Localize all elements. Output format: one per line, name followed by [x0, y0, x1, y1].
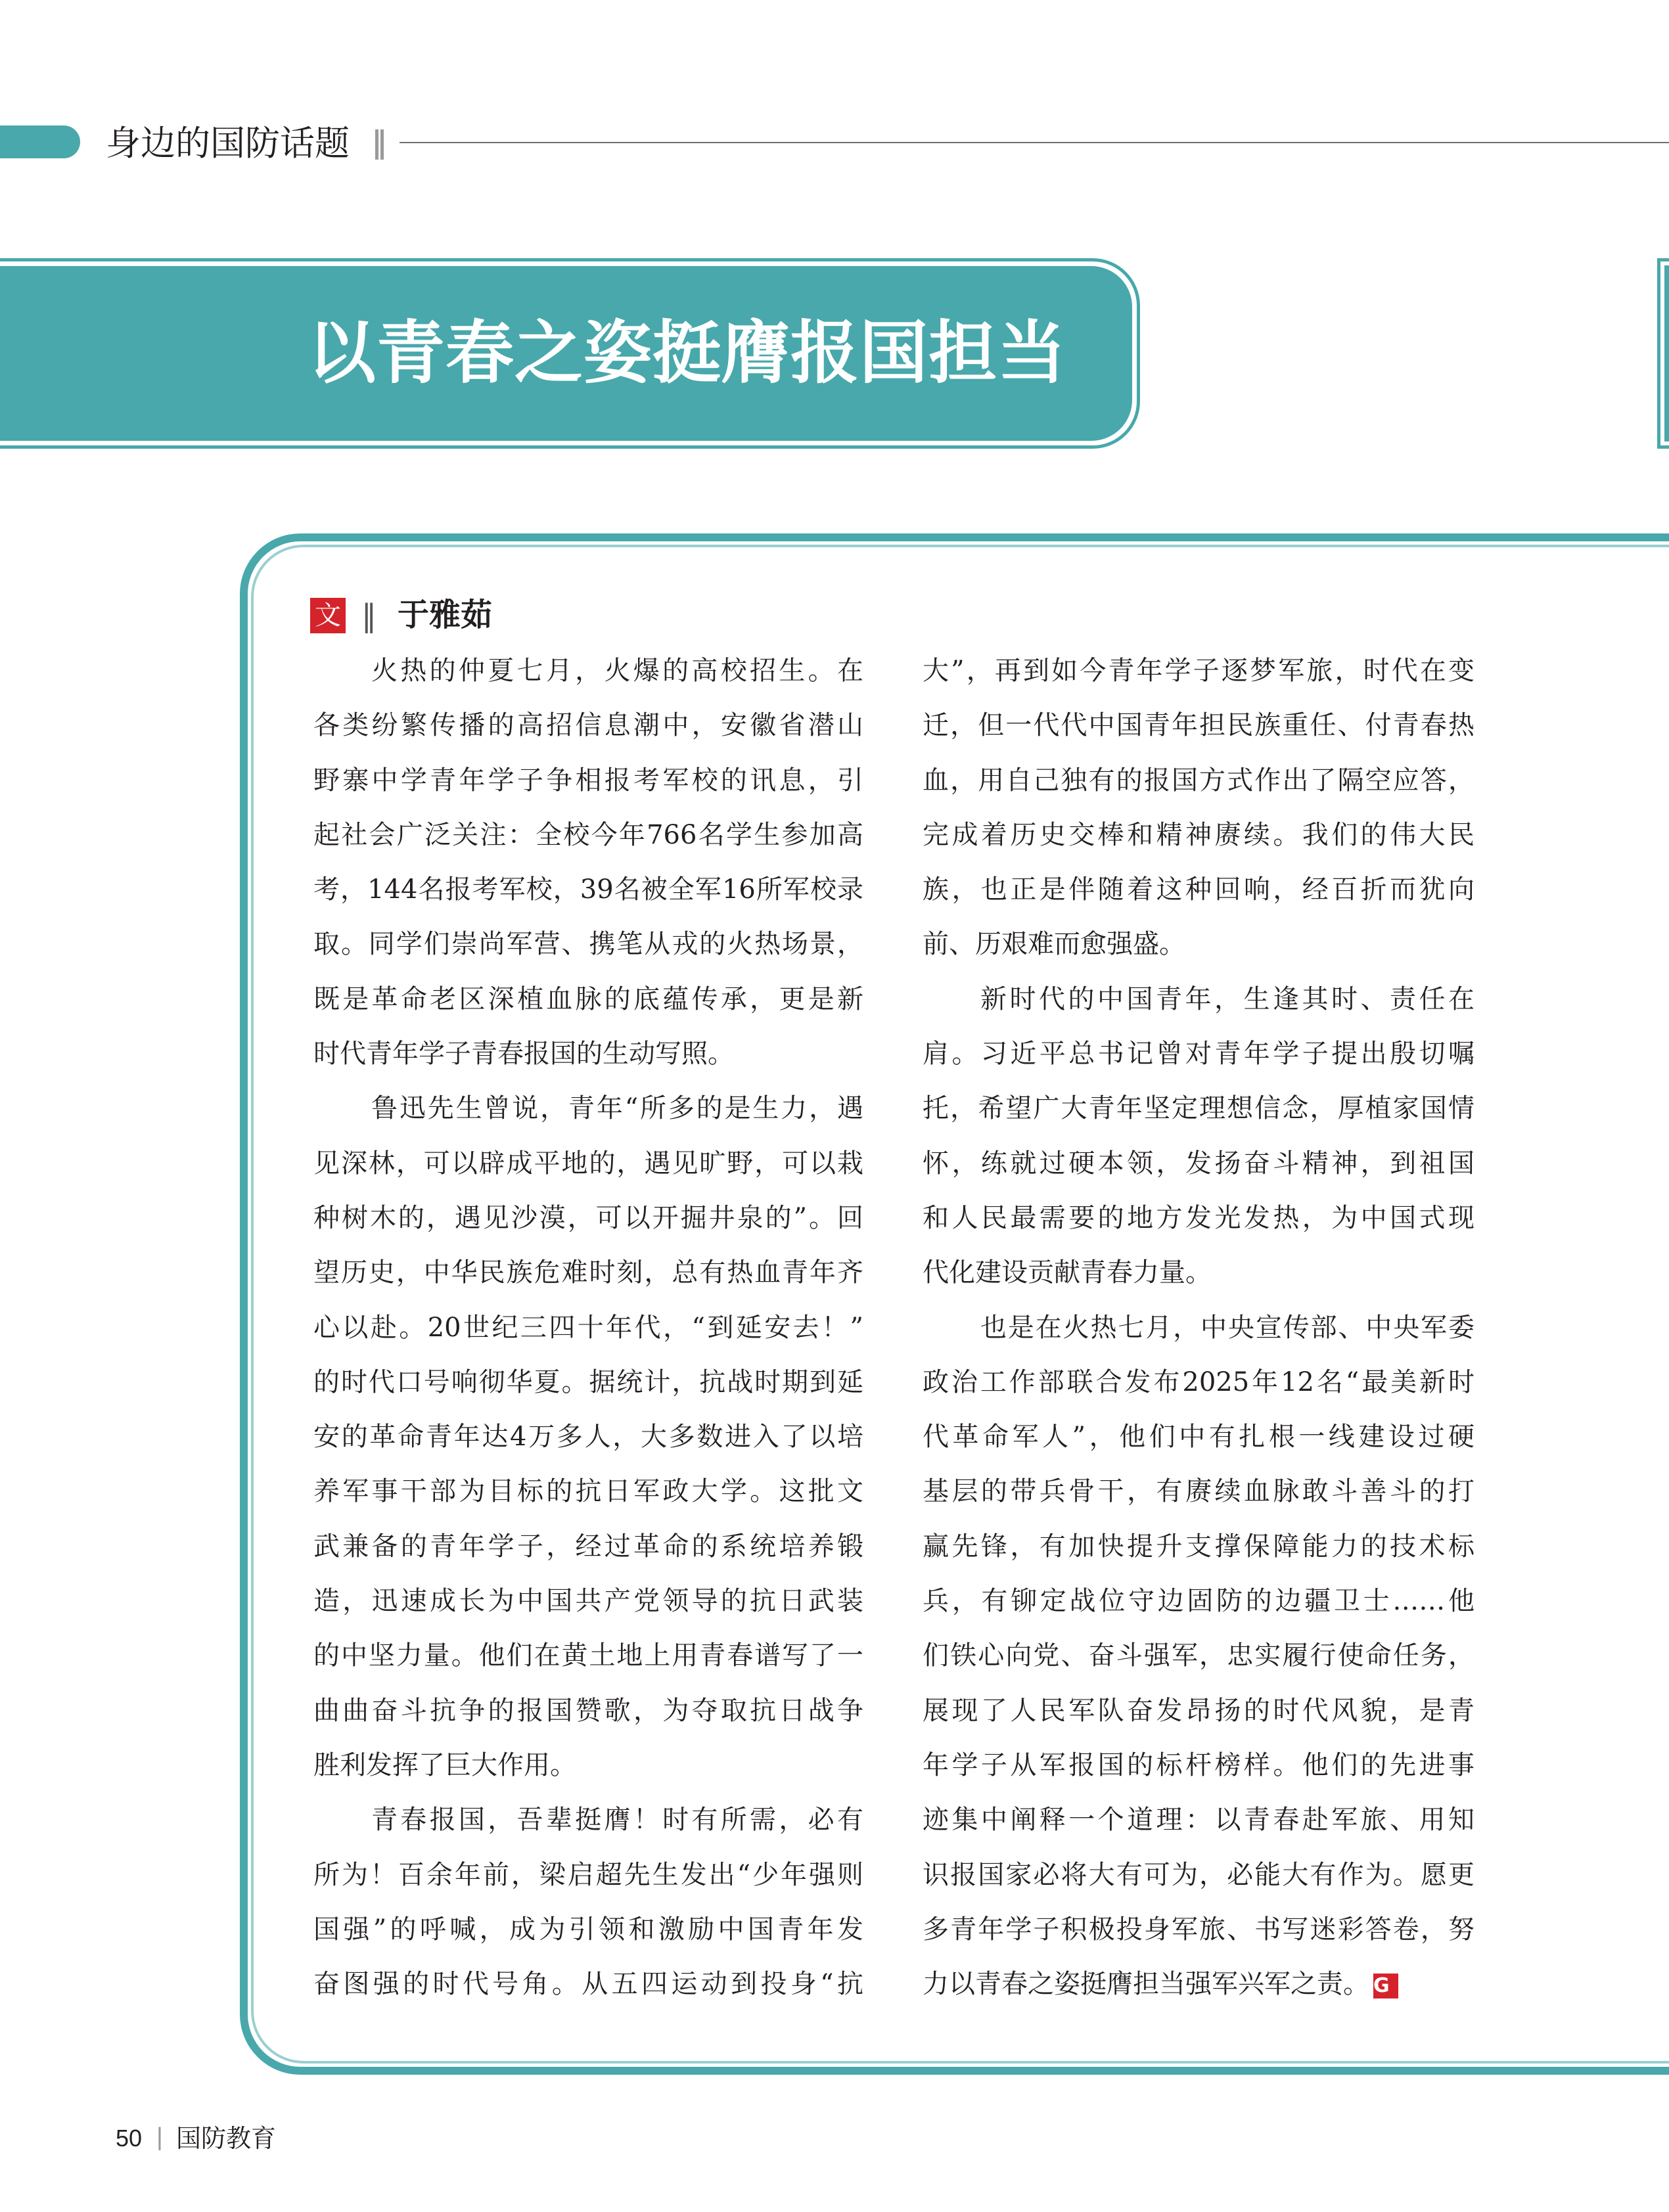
page-edge-tab-fill: [1664, 265, 1669, 441]
text-line: 们铁心向党、奋斗强军，忠实履行使命任务，: [923, 1640, 1475, 1671]
text-line: 和人民最需要的地方发光发热，为中国式现: [923, 1202, 1475, 1233]
text-line: 识报国家必将大有可为，必能大有作为。愿更: [923, 1859, 1475, 1890]
header-divider-bar: [375, 129, 378, 160]
text-line: 养军事干部为目标的抗日军政大学。这批文: [313, 1476, 863, 1507]
text-line: 国强”的呼喊，成为引领和激励中国青年发: [313, 1914, 863, 1945]
text-line: 起社会广泛关注：全校今年766名学生参加高: [313, 819, 863, 850]
end-mark-logo: G: [1373, 1974, 1398, 1998]
text-line: 赢先锋，有加快提升支撑保障能力的技术标: [923, 1531, 1475, 1562]
text-line: 种树木的，遇见沙漠，可以开掘井泉的”。回: [313, 1202, 863, 1233]
text-line: 基层的带兵骨干，有赓续血脉敢斗善斗的打: [923, 1476, 1475, 1507]
text-line: 胜利发挥了巨大作用。: [313, 1749, 576, 1780]
text-line: 武兼备的青年学子，经过革命的系统培养锻: [313, 1531, 863, 1562]
page-edge-tab: [1657, 258, 1669, 449]
text-line: 考，144名报考军校，39名被全军16所军校录: [313, 874, 863, 905]
text-line: 肩。习近平总书记曾对青年学子提出殷切嘱: [923, 1039, 1475, 1070]
text-line: 迹集中阐释一个道理：以青春赴军旅、用知: [923, 1805, 1475, 1836]
text-line: 所为！百余年前，梁启超先生发出“少年强则: [313, 1859, 863, 1890]
text-line: 新时代的中国青年，生逢其时、责任在: [980, 983, 1475, 1014]
text-line: 多青年学子积极投身军旅、书写迷彩答卷，努: [923, 1914, 1475, 1945]
text-line: 取。同学们崇尚军营、携笔从戎的火热场景，: [313, 929, 863, 960]
text-line: 展现了人民军队奋发昂扬的时代风貌，是青: [923, 1695, 1475, 1726]
text-line: 代化建设贡献青春力量。: [923, 1257, 1212, 1288]
text-line: 既是革命老区深植血脉的底蕴传承，更是新: [313, 983, 863, 1014]
text-line: 怀，练就过硬本领，发扬奋斗精神，到祖国: [923, 1148, 1475, 1179]
text-line: 心以赴。20世纪三四十年代，“到延安去！”: [313, 1312, 863, 1343]
text-line: 年学子从军报国的标杆榜样。他们的先进事: [923, 1749, 1475, 1780]
page-number: 50: [116, 2125, 143, 2152]
text-line: 时代青年学子青春报国的生动写照。: [313, 1039, 734, 1070]
folio-separator: |: [156, 2123, 163, 2151]
text-line: 的时代口号响彻华夏。据统计，抗战时期到延: [313, 1366, 863, 1397]
text-line: 兵，有铆定战位守边固防的边疆卫士……他: [923, 1586, 1475, 1617]
text-line: 大”，再到如今青年学子逐梦军旅，时代在变: [923, 656, 1475, 686]
text-line: 造，迅速成长为中国共产党领导的抗日武装: [313, 1586, 863, 1617]
text-line: 野寨中学青年学子争相报考军校的讯息，引: [313, 765, 863, 796]
text-line: 也是在火热七月，中央宣传部、中央军委: [980, 1312, 1475, 1343]
text-line: 迁，但一代代中国青年担民族重任、付青春热: [923, 710, 1475, 741]
text-line: 代革命军人”，他们中有扎根一线建设过硬: [923, 1422, 1475, 1453]
right-column: [923, 644, 1475, 2012]
text-line: 的中坚力量。他们在黄土地上用青春谱写了一: [313, 1640, 863, 1671]
text-line: 力以青春之姿挺膺担当强军兴军之责。 G: [923, 1957, 1475, 2012]
header-rule: [400, 142, 1669, 143]
text-line: 安的革命青年达4万多人，大多数进入了以培: [313, 1422, 863, 1453]
text-line: 各类纷繁传播的高招信息潮中，安徽省潜山: [313, 710, 863, 741]
text-line: 青春报国，吾辈挺膺！时有所需，必有: [371, 1805, 863, 1836]
text-line: 见深林，可以辟成平地的，遇见旷野，可以栽: [313, 1148, 863, 1179]
publication-name: 国防教育: [176, 2124, 277, 2153]
text-line: 血，用自己独有的报国方式作出了隔空应答，: [923, 765, 1475, 796]
text-line: 望历史，中华民族危难时刻，总有热血青年齐: [313, 1257, 863, 1288]
text-line: 曲曲奋斗抗争的报国赞歌，为夺取抗日战争: [313, 1695, 863, 1726]
text-line: 托，希望广大青年坚定理想信念，厚植家国情: [923, 1093, 1475, 1124]
text-line: 前、历艰难而愈强盛。: [923, 929, 1185, 960]
text-line: 奋图强的时代号角。从五四运动到投身“抗: [313, 1969, 863, 2000]
byline-label-badge: 文: [310, 598, 346, 633]
text-line: 完成着历史交棒和精神赓续。我们的伟大民: [923, 819, 1475, 850]
section-tab-marker: [0, 125, 80, 158]
text-line: 火热的仲夏七月，火爆的高校招生。在: [371, 656, 863, 686]
text-line: 族，也正是伴随着这种回响，经百折而犹向: [923, 874, 1475, 905]
text-line: 政治工作部联合发布2025年12名“最美新时: [923, 1366, 1475, 1397]
left-column: [313, 644, 863, 2012]
section-title: 身边的国防话题: [106, 124, 350, 164]
text-line: 鲁迅先生曾说，青年“所多的是生力，遇: [371, 1093, 863, 1124]
byline-separator: ‖: [361, 598, 377, 633]
byline-author: 于雅茹: [398, 597, 493, 633]
header-divider-bar: [380, 129, 384, 160]
article-title: 以青春之姿挺膺报国担当: [308, 313, 1067, 393]
